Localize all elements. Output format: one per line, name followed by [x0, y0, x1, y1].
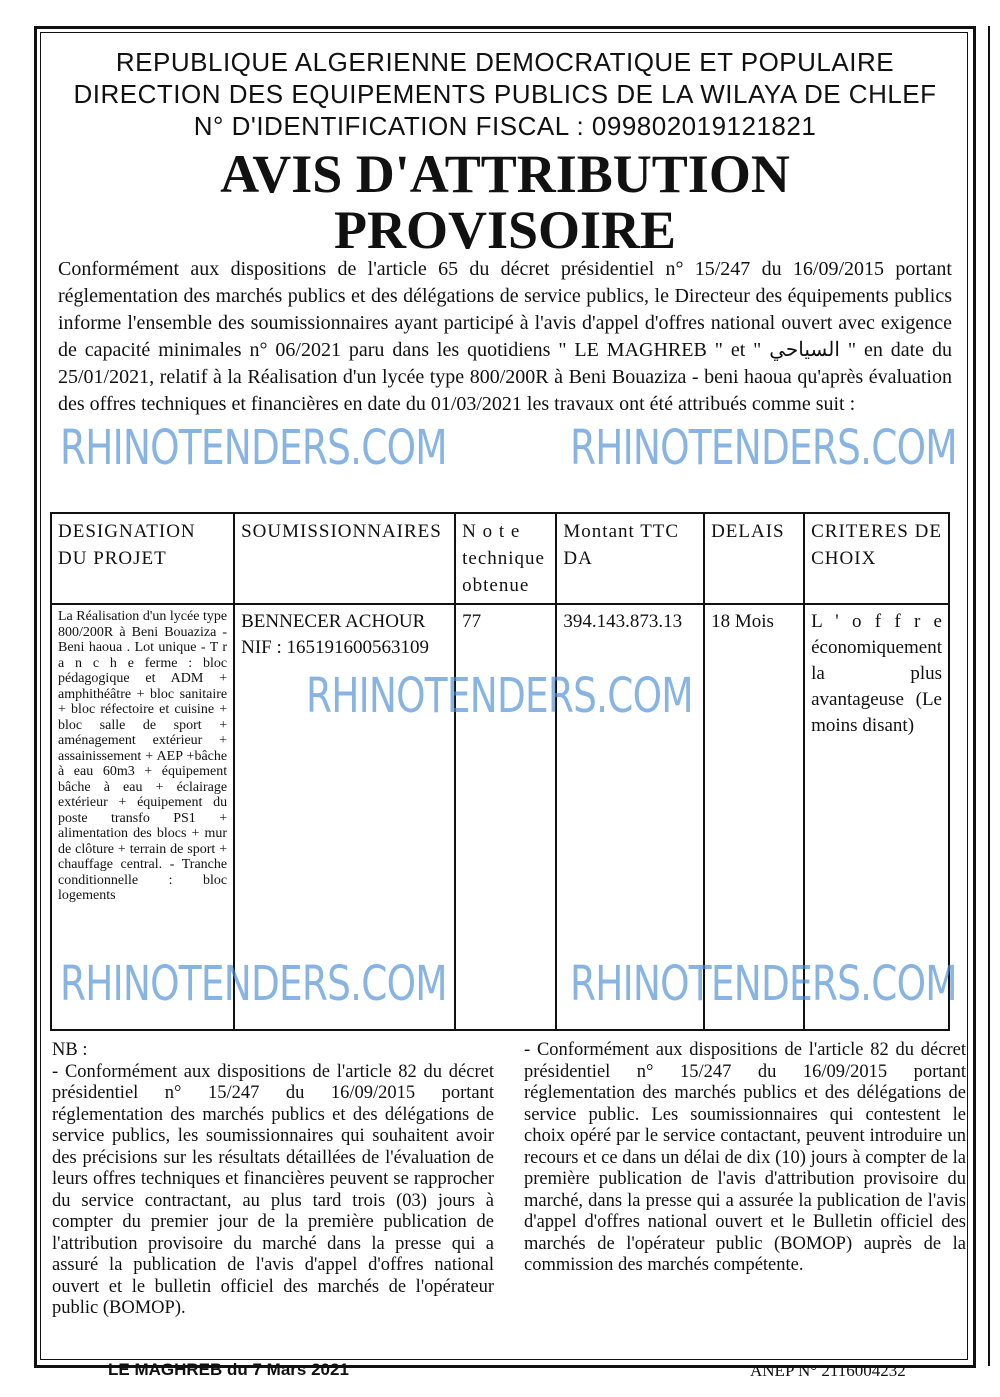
- footer-rule-right: [930, 1366, 970, 1368]
- watermark-text: RHINOTENDERS.COM: [60, 420, 447, 476]
- footer-anep: ANEP N° 2116004232: [750, 1361, 906, 1380]
- award-table: [50, 512, 950, 1031]
- adjacent-column-border: [988, 26, 1000, 1366]
- watermark-text: RHINOTENDERS.COM: [306, 668, 693, 724]
- header-criteres: CRITERES DE CHOIX: [804, 513, 949, 604]
- watermark-text: RHINOTENDERS.COM: [60, 956, 447, 1012]
- cell-soumissionnaire: BENNECER ACHOUR NIF : 165191600563109: [234, 604, 455, 1030]
- header-soumissionnaires: SOUMISSIONNAIRES: [234, 513, 455, 604]
- nb-paragraph-1: - Conformément aux dispositions de l'article 82 du décret présidentiel n° 15/247 du 16/09/2015 portant réglementation des marchés publics et des délégations de service publics, les soumissionnaires qui souhaitent avoir des précisions sur les résultats détaillées de l'évaluation de leurs offres techniques et financières peuvent se rapprocher du service contractant, au plus tard trois (03) jours à compter du premier jour de la première publication de l'attribution provisoire du marché dans la presse qui a assuré la publication de l'avis d'appel d'offres national ouvert et le bulletin officiel des marchés de l'opérateur public (BOMOP).: [52, 1061, 494, 1318]
- header-designation: DESIGNATION DU PROJET: [51, 513, 234, 604]
- footer-newspaper: LE MAGHREB du 7 Mars 2021: [108, 1360, 349, 1379]
- cell-criteres: L ' o f f r e économiquement la plus avantageuse (Le moins disant): [804, 604, 949, 1030]
- table-header-row: [51, 513, 949, 604]
- nb-left-column: [52, 1040, 494, 1320]
- footer-rule-middle: [372, 1366, 742, 1368]
- footer-rule-left: [40, 1366, 100, 1368]
- notice-title-line2: PROVISOIRE: [333, 200, 677, 260]
- header-note: N o t e technique obtenue: [455, 513, 556, 604]
- nb-paragraph-2: - Conformément aux dispositions de l'article 82 du décret présidentiel n° 15/247 du 16/09/2015 portant réglementation des marchés publics et des délégations de service public. Les soumissionnaires qui contestent le choix opéré par le service contactant, peuvent introduire un recours et ce dans un délai de dix (10) jours à compter de la première publication de l'avis d'attribution provisoire du marché, dans la presse qui a assurée la publication de l'avis d'appel d'offres national ouvert et le Bulletin officiel des marchés de l'opérateur public (BOMOP) auprès de la commission des marchés compétente.: [524, 1040, 966, 1275]
- nb-label: NB :: [52, 1040, 88, 1060]
- intro-paragraph: Conformément aux dispositions de l'article 65 du décret présidentiel n° 15/247 du 16/09/2015 portant réglementation des marchés publics et des délégations de service publics, le Directeur des équipements publics informe l'ensemble des soumissionnaires ayant participé à l'avis d'appel d'offres national ouvert avec exigence de capacité minimales n° 06/2021 paru dans les quotidiens " LE MAGHREB " et " السياحي " en date du 25/01/2021, relatif à la Réalisation d'un lycée type 800/200R à Beni Bouaziza - beni haoua qu'après évaluation des offres techniques et financières en date du 01/03/2021 les travaux ont été attribués comme suit :: [58, 258, 952, 415]
- cell-montant: 394.143.873.13: [556, 604, 704, 1030]
- header-fiscal-id: N° D'IDENTIFICATION FISCAL : 099802019121821: [193, 111, 817, 141]
- header-republic: REPUBLIQUE ALGERIENNE DEMOCRATIQUE ET POPULAIRE: [115, 47, 895, 77]
- cell-designation: La Réalisation d'un lycée type 800/200R à Beni Bouaziza - Beni haoua . Lot unique - T r a n c h e ferme : bloc pédagogique et ADM + amphithéâtre + bloc sanitaire + bloc réfectoire et cuisine + bloc salle de sport + aménagement extérieur + assainissement + AEP +bâche à eau 60m3 + équipement bâche à eau + éclairage extérieur + équipement du poste transfo PS1 + alimentation des blocs + mur de clôture + terrain de sport + chauffage central. - Tranche conditionnelle : bloc logements: [51, 604, 234, 1030]
- header-direction: DIRECTION DES EQUIPEMENTS PUBLICS DE LA WILAYA DE CHLEF: [73, 79, 937, 109]
- header-delais: DELAIS: [704, 513, 804, 604]
- cell-note: 77: [455, 604, 556, 1030]
- watermark-text: RHINOTENDERS.COM: [570, 956, 957, 1012]
- header-montant: Montant TTC DA: [556, 513, 704, 604]
- cell-delais: 18 Mois: [704, 604, 804, 1030]
- notice-title-line1: AVIS D'ATTRIBUTION: [220, 144, 790, 204]
- watermark-text: RHINOTENDERS.COM: [570, 420, 957, 476]
